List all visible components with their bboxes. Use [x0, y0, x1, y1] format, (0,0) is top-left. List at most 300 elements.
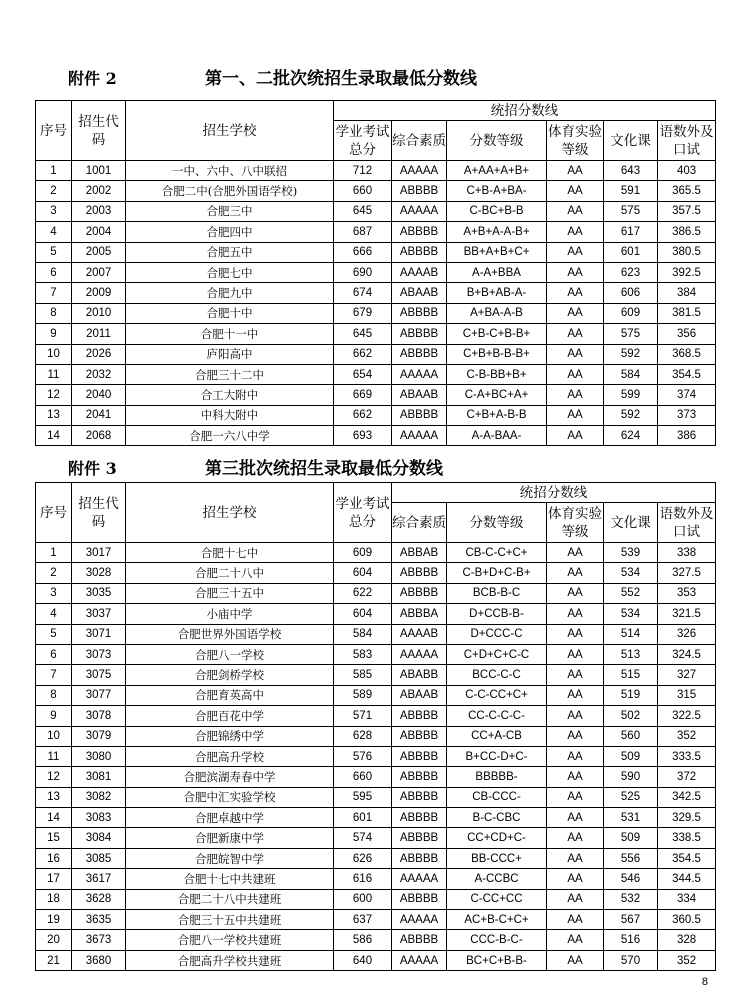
cell-culture: 606: [604, 283, 658, 303]
cell-school: 合肥世界外国语学校: [126, 624, 334, 644]
cell-pe: AA: [547, 644, 604, 664]
cell-exam-total: 609: [334, 543, 392, 563]
cell-foreign: 356: [658, 324, 716, 344]
cell-culture: 509: [604, 828, 658, 848]
cell-code: 2040: [72, 385, 126, 405]
table-row: [36, 283, 716, 303]
cell-code: 3080: [72, 746, 126, 766]
cell-foreign: 352: [658, 950, 716, 970]
table-row: [36, 161, 716, 181]
table-row: [36, 563, 716, 583]
header-grade: 分数等级: [447, 121, 547, 161]
cell-school: 合肥滨湖寿春中学: [126, 767, 334, 787]
cell-foreign: 386: [658, 426, 716, 446]
cell-seq: 13: [36, 405, 72, 425]
cell-culture: 539: [604, 543, 658, 563]
cell-code: 2041: [72, 405, 126, 425]
cell-foreign: 403: [658, 161, 716, 181]
cell-culture: 570: [604, 950, 658, 970]
cell-seq: 5: [36, 242, 72, 262]
cell-culture: 525: [604, 787, 658, 807]
cell-seq: 7: [36, 665, 72, 685]
cell-culture: 643: [604, 161, 658, 181]
cell-grade: D+CCB-B-: [447, 604, 547, 624]
cell-pe: AA: [547, 787, 604, 807]
cell-quality: AAAAA: [392, 950, 447, 970]
cell-quality: AAAAA: [392, 869, 447, 889]
cell-quality: ABBBB: [392, 181, 447, 201]
cell-foreign: 386.5: [658, 222, 716, 242]
cell-code: 2003: [72, 201, 126, 221]
cell-foreign: 353: [658, 583, 716, 603]
cell-foreign: 354.5: [658, 848, 716, 868]
header-culture: 文化课: [604, 121, 658, 161]
cell-pe: AA: [547, 426, 604, 446]
cell-foreign: 327: [658, 665, 716, 685]
table-row: [36, 604, 716, 624]
cell-seq: 2: [36, 563, 72, 583]
cell-foreign: 384: [658, 283, 716, 303]
table-row: [36, 364, 716, 384]
cell-grade: C+B+A-B-B: [447, 405, 547, 425]
table-row: [36, 201, 716, 221]
cell-foreign: 354.5: [658, 364, 716, 384]
cell-exam-total: 654: [334, 364, 392, 384]
cell-school: 合肥四中: [126, 222, 334, 242]
cell-exam-total: 674: [334, 283, 392, 303]
cell-quality: ABBBB: [392, 583, 447, 603]
cell-pe: AA: [547, 303, 604, 323]
table-row: [36, 950, 716, 970]
cell-school: 合肥九中: [126, 283, 334, 303]
cell-foreign: 392.5: [658, 262, 716, 282]
cell-school: 合肥三中: [126, 201, 334, 221]
cell-grade: B+B+AB-A-: [447, 283, 547, 303]
table-row: [36, 583, 716, 603]
cell-foreign: 327.5: [658, 563, 716, 583]
header-grade: 分数等级: [447, 503, 547, 543]
cell-seq: 18: [36, 889, 72, 909]
cell-pe: AA: [547, 685, 604, 705]
header-pe: 体育实验等级: [547, 121, 604, 161]
cell-quality: AAAAA: [392, 910, 447, 930]
cell-culture: 513: [604, 644, 658, 664]
cell-school: 合肥五中: [126, 242, 334, 262]
cell-foreign: 326: [658, 624, 716, 644]
cell-school: 合肥卓越中学: [126, 808, 334, 828]
cell-exam-total: 666: [334, 242, 392, 262]
cell-exam-total: 600: [334, 889, 392, 909]
cell-culture: 502: [604, 706, 658, 726]
cell-culture: 534: [604, 563, 658, 583]
table-row: [36, 685, 716, 705]
cell-culture: 624: [604, 426, 658, 446]
cell-pe: AA: [547, 604, 604, 624]
cell-school: 合肥二十八中: [126, 563, 334, 583]
table-body: [36, 161, 716, 446]
cell-exam-total: 571: [334, 706, 392, 726]
cell-pe: AA: [547, 930, 604, 950]
cell-grade: BBBBB-: [447, 767, 547, 787]
cell-quality: ABBBB: [392, 222, 447, 242]
cell-seq: 3: [36, 201, 72, 221]
cell-culture: 609: [604, 303, 658, 323]
cell-quality: ABBAB: [392, 543, 447, 563]
cell-code: 2007: [72, 262, 126, 282]
cell-culture: 567: [604, 910, 658, 930]
cell-exam-total: 628: [334, 726, 392, 746]
cell-quality: ABBBB: [392, 324, 447, 344]
cell-seq: 9: [36, 706, 72, 726]
table-row: [36, 767, 716, 787]
attachment-label: 附件 3: [68, 459, 117, 478]
cell-seq: 6: [36, 262, 72, 282]
cell-seq: 8: [36, 685, 72, 705]
cell-grade: CC+CD+C-: [447, 828, 547, 848]
cell-quality: AAAAA: [392, 426, 447, 446]
cell-grade: BCB-B-C: [447, 583, 547, 603]
cell-foreign: 322.5: [658, 706, 716, 726]
cell-culture: 509: [604, 746, 658, 766]
cell-grade: CB-CCC-: [447, 787, 547, 807]
cell-seq: 7: [36, 283, 72, 303]
cell-exam-total: 601: [334, 808, 392, 828]
cell-pe: AA: [547, 583, 604, 603]
cell-seq: 1: [36, 543, 72, 563]
cell-quality: ABBBB: [392, 344, 447, 364]
cell-quality: AAAAA: [392, 161, 447, 181]
cell-culture: 599: [604, 385, 658, 405]
cell-exam-total: 690: [334, 262, 392, 282]
cell-grade: C-C-CC+C+: [447, 685, 547, 705]
cell-quality: ABAAB: [392, 385, 447, 405]
cell-grade: B+CC-D+C-: [447, 746, 547, 766]
header-pe: 体育实验等级: [547, 503, 604, 543]
cell-foreign: 342.5: [658, 787, 716, 807]
cell-seq: 14: [36, 808, 72, 828]
cell-code: 3617: [72, 869, 126, 889]
cell-seq: 4: [36, 604, 72, 624]
cell-school: 合肥一六八中学: [126, 426, 334, 446]
cell-grade: A+AA+A+B+: [447, 161, 547, 181]
cell-school: 合肥二中(合肥外国语学校): [126, 181, 334, 201]
cell-pe: AA: [547, 665, 604, 685]
cell-seq: 5: [36, 624, 72, 644]
cell-exam-total: 669: [334, 385, 392, 405]
cell-foreign: 334: [658, 889, 716, 909]
cell-grade: C+D+C+C-C: [447, 644, 547, 664]
cell-school: 合肥二十八中共建班: [126, 889, 334, 909]
cell-exam-total: 586: [334, 930, 392, 950]
cell-grade: AC+B-C+C+: [447, 910, 547, 930]
cell-school: 合肥三十五中共建班: [126, 910, 334, 930]
cell-seq: 6: [36, 644, 72, 664]
cell-exam-total: 589: [334, 685, 392, 705]
cell-culture: 575: [604, 324, 658, 344]
cell-seq: 20: [36, 930, 72, 950]
cell-code: 3635: [72, 910, 126, 930]
header-seq: 序号: [36, 101, 72, 161]
cell-pe: AA: [547, 869, 604, 889]
header-foreign: 语数外及口试: [658, 121, 716, 161]
cell-code: 3085: [72, 848, 126, 868]
cell-grade: A+BA-A-B: [447, 303, 547, 323]
cell-exam-total: 662: [334, 405, 392, 425]
cell-seq: 16: [36, 848, 72, 868]
cell-culture: 546: [604, 869, 658, 889]
cell-grade: C-BC+B-B: [447, 201, 547, 221]
cell-code: 3075: [72, 665, 126, 685]
cell-code: 3084: [72, 828, 126, 848]
cell-code: 3077: [72, 685, 126, 705]
table-row: [36, 385, 716, 405]
cell-quality: ABBBB: [392, 787, 447, 807]
cell-seq: 12: [36, 385, 72, 405]
cell-foreign: 329.5: [658, 808, 716, 828]
cell-foreign: 373: [658, 405, 716, 425]
cell-school: 合肥育英高中: [126, 685, 334, 705]
cell-seq: 8: [36, 303, 72, 323]
table-row: [36, 889, 716, 909]
cell-pe: AA: [547, 201, 604, 221]
cell-pe: AA: [547, 624, 604, 644]
cell-code: 2002: [72, 181, 126, 201]
cell-school: 合肥剑桥学校: [126, 665, 334, 685]
cell-quality: AAAAA: [392, 201, 447, 221]
cell-pe: AA: [547, 889, 604, 909]
cell-pe: AA: [547, 262, 604, 282]
cell-code: 2004: [72, 222, 126, 242]
header-foreign: 语数外及口试: [658, 503, 716, 543]
table-row: [36, 324, 716, 344]
cell-grade: C+B-A+BA-: [447, 181, 547, 201]
cell-school: 合肥八一学校共建班: [126, 930, 334, 950]
cell-quality: AAAAB: [392, 624, 447, 644]
page-number: 8: [701, 976, 708, 988]
cell-culture: 515: [604, 665, 658, 685]
cell-code: 3673: [72, 930, 126, 950]
cell-school: 一中、六中、八中联招: [126, 161, 334, 181]
cell-school: 合肥十一中: [126, 324, 334, 344]
cell-grade: CC+A-CB: [447, 726, 547, 746]
table-row: [36, 405, 716, 425]
cell-grade: A-CCBC: [447, 869, 547, 889]
cell-exam-total: 637: [334, 910, 392, 930]
header-school: 招生学校: [126, 483, 334, 543]
cell-code: 3037: [72, 604, 126, 624]
table-row: [36, 828, 716, 848]
cell-pe: AA: [547, 385, 604, 405]
cell-school: 合肥七中: [126, 262, 334, 282]
cell-foreign: 381.5: [658, 303, 716, 323]
cell-pe: AA: [547, 828, 604, 848]
cell-school: 合肥十中: [126, 303, 334, 323]
table-row: [36, 222, 716, 242]
cell-culture: 617: [604, 222, 658, 242]
table-row: [36, 665, 716, 685]
cell-culture: 592: [604, 344, 658, 364]
cell-school: 合肥十七中: [126, 543, 334, 563]
cell-grade: CB-C-C+C+: [447, 543, 547, 563]
cell-grade: C+B+B-B-B+: [447, 344, 547, 364]
cell-quality: ABBBB: [392, 767, 447, 787]
cell-code: 2010: [72, 303, 126, 323]
cell-grade: D+CCC-C: [447, 624, 547, 644]
header-score-group: 统招分数线: [334, 101, 716, 121]
table-row: [36, 262, 716, 282]
cell-quality: ABBBB: [392, 242, 447, 262]
cell-grade: C-CC+CC: [447, 889, 547, 909]
cell-pe: AA: [547, 344, 604, 364]
header-exam-total: 学业考试总分: [334, 121, 392, 161]
cell-culture: 590: [604, 767, 658, 787]
cell-seq: 4: [36, 222, 72, 242]
cell-exam-total: 640: [334, 950, 392, 970]
cell-school: 合肥皖智中学: [126, 848, 334, 868]
cell-quality: ABBBB: [392, 889, 447, 909]
section2-heading: [0, 456, 750, 482]
cell-grade: CCC-B-C-: [447, 930, 547, 950]
cell-grade: C-A+BC+A+: [447, 385, 547, 405]
cell-code: 2005: [72, 242, 126, 262]
cell-foreign: 344.5: [658, 869, 716, 889]
cell-pe: AA: [547, 405, 604, 425]
cell-school: 合肥三十五中: [126, 583, 334, 603]
table-row: [36, 426, 716, 446]
cell-foreign: 352: [658, 726, 716, 746]
cell-code: 3628: [72, 889, 126, 909]
cell-exam-total: 604: [334, 604, 392, 624]
cell-exam-total: 574: [334, 828, 392, 848]
cell-school: 庐阳高中: [126, 344, 334, 364]
cell-seq: 19: [36, 910, 72, 930]
table-row: [36, 644, 716, 664]
cell-code: 1001: [72, 161, 126, 181]
cell-foreign: 374: [658, 385, 716, 405]
cell-exam-total: 662: [334, 344, 392, 364]
cell-code: 3035: [72, 583, 126, 603]
cell-school: 合肥百花中学: [126, 706, 334, 726]
cell-school: 小庙中学: [126, 604, 334, 624]
cell-school: 合肥高升学校: [126, 746, 334, 766]
cell-seq: 2: [36, 181, 72, 201]
cell-foreign: 360.5: [658, 910, 716, 930]
cell-code: 3071: [72, 624, 126, 644]
cell-code: 2032: [72, 364, 126, 384]
cell-exam-total: 660: [334, 181, 392, 201]
cell-quality: ABBBB: [392, 746, 447, 766]
cell-culture: 519: [604, 685, 658, 705]
cell-exam-total: 679: [334, 303, 392, 323]
cell-seq: 13: [36, 787, 72, 807]
cell-grade: BCC-C-C: [447, 665, 547, 685]
table-row: [36, 242, 716, 262]
table-row: [36, 726, 716, 746]
cell-quality: ABBBB: [392, 848, 447, 868]
cell-grade: C+B-C+B-B+: [447, 324, 547, 344]
table-row: [36, 848, 716, 868]
cell-culture: 531: [604, 808, 658, 828]
cell-foreign: 315: [658, 685, 716, 705]
section-title: 第一、二批次统招生录取最低分数线: [205, 69, 477, 89]
header-score-group: 统招分数线: [392, 483, 716, 503]
cell-pe: AA: [547, 726, 604, 746]
cell-quality: ABBBB: [392, 930, 447, 950]
cell-quality: ABBBB: [392, 726, 447, 746]
cell-pe: AA: [547, 746, 604, 766]
admission-table-2: [35, 482, 716, 971]
cell-seq: 10: [36, 726, 72, 746]
cell-school: 合肥十七中共建班: [126, 869, 334, 889]
cell-culture: 592: [604, 405, 658, 425]
cell-quality: ABBBB: [392, 828, 447, 848]
cell-culture: 575: [604, 201, 658, 221]
cell-culture: 623: [604, 262, 658, 282]
table-row: [36, 624, 716, 644]
cell-culture: 516: [604, 930, 658, 950]
cell-exam-total: 585: [334, 665, 392, 685]
cell-school: 合肥三十二中: [126, 364, 334, 384]
cell-grade: C-B+D+C-B+: [447, 563, 547, 583]
cell-school: 合工大附中: [126, 385, 334, 405]
cell-foreign: 321.5: [658, 604, 716, 624]
cell-grade: A-A+BBA: [447, 262, 547, 282]
cell-seq: 11: [36, 364, 72, 384]
cell-exam-total: 645: [334, 324, 392, 344]
cell-seq: 12: [36, 767, 72, 787]
cell-exam-total: 584: [334, 624, 392, 644]
cell-culture: 584: [604, 364, 658, 384]
cell-code: 3081: [72, 767, 126, 787]
table-row: [36, 787, 716, 807]
cell-pe: AA: [547, 950, 604, 970]
cell-school: 合肥锦绣中学: [126, 726, 334, 746]
cell-code: 3079: [72, 726, 126, 746]
cell-exam-total: 693: [334, 426, 392, 446]
cell-quality: ABBBB: [392, 706, 447, 726]
cell-culture: 556: [604, 848, 658, 868]
cell-seq: 3: [36, 583, 72, 603]
cell-pe: AA: [547, 848, 604, 868]
cell-pe: AA: [547, 808, 604, 828]
table-row: [36, 808, 716, 828]
cell-school: 中科大附中: [126, 405, 334, 425]
section-title: 第三批次统招生录取最低分数线: [205, 459, 443, 479]
cell-school: 合肥中汇实验学校: [126, 787, 334, 807]
cell-culture: 514: [604, 624, 658, 644]
cell-pe: AA: [547, 910, 604, 930]
cell-quality: AAAAA: [392, 364, 447, 384]
header-code: 招生代码: [72, 483, 126, 543]
cell-pe: AA: [547, 563, 604, 583]
cell-culture: 601: [604, 242, 658, 262]
cell-code: 2026: [72, 344, 126, 364]
cell-foreign: 368.5: [658, 344, 716, 364]
table-row: [36, 930, 716, 950]
cell-pe: AA: [547, 364, 604, 384]
table-row: [36, 543, 716, 563]
cell-culture: 591: [604, 181, 658, 201]
table-row: [36, 869, 716, 889]
cell-exam-total: 604: [334, 563, 392, 583]
cell-quality: ABBBB: [392, 808, 447, 828]
admission-table-1: [35, 100, 716, 446]
cell-foreign: 333.5: [658, 746, 716, 766]
cell-culture: 532: [604, 889, 658, 909]
cell-code: 2011: [72, 324, 126, 344]
cell-seq: 11: [36, 746, 72, 766]
cell-quality: ABABB: [392, 665, 447, 685]
